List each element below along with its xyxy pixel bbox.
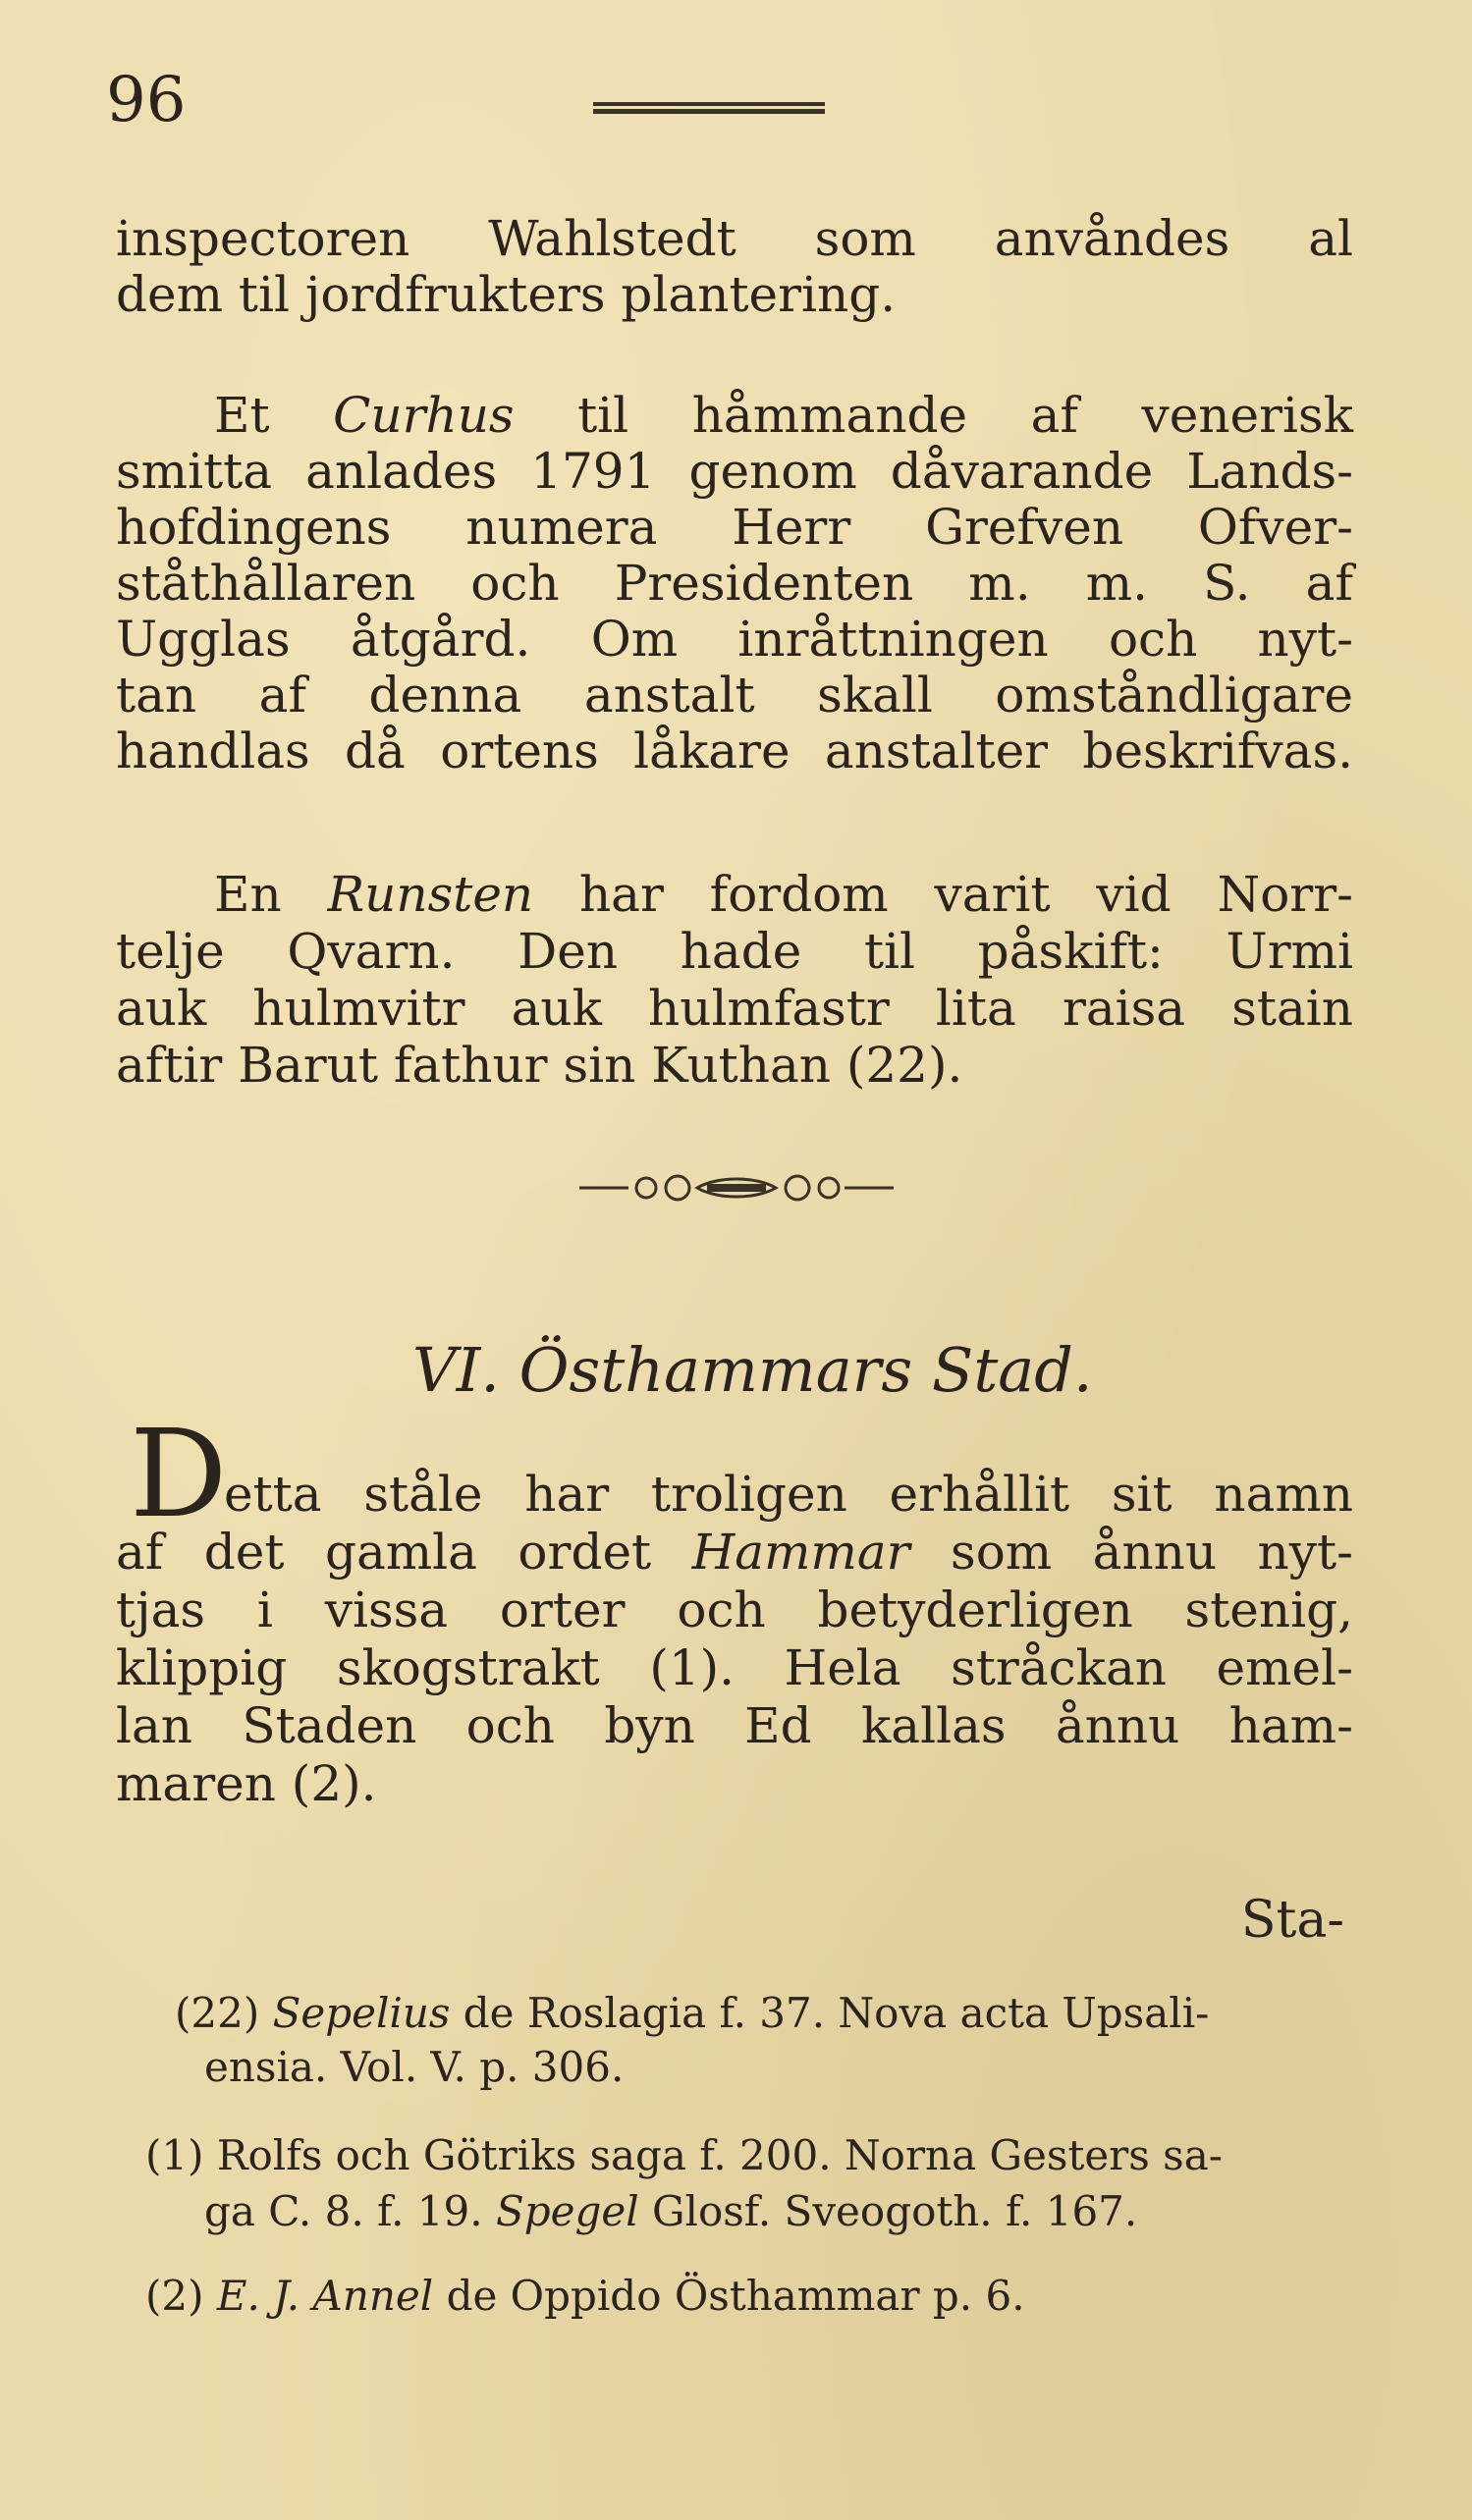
footnote-22-cont: ensia. Vol. V. p. 306. [204,2043,625,2091]
text-line: tjas i vissa orter och betyderligen stenig, [116,1582,1353,1638]
catchword: Sta- [1240,1891,1344,1950]
footnote-22: (22) Sepelius de Roslagia f. 37. Nova acta Upsali- [175,1989,1210,2037]
text-line: auk hulmvitr auk hulmfastr lita raisa stain [116,980,1353,1037]
text-line: telje Qvarn. Den hade til påskift: Urmi [116,923,1353,980]
italic-term: Runsten [327,866,534,923]
text-line: lan Staden och byn Ed kallas ånnu ham- [116,1697,1353,1754]
text-line: hofdingens numera Herr Grefven Ofver- [116,499,1353,556]
text-line: etta ståle har troligen erhållit sit namn [224,1466,1353,1523]
footnote-2: (2) E. J. Annel de Oppido Östhammar p. 6. [145,2272,1025,2320]
section-heading: VI. Östhammars Stad. [412,1334,1093,1406]
italic-term: Hammar [691,1524,910,1581]
text-line: Ugglas åtgård. Om inråttningen och nyt- [116,611,1353,668]
italic-term: Curhus [333,387,515,444]
text-line: tan af denna anstalt skall omståndligare [116,667,1353,724]
text-line: En Runsten har fordom varit vid Norr- [214,866,1353,923]
text-line: smitta anlades 1791 genom dåvarande Lands- [116,443,1353,500]
text-line: af det gamla ordet Hammar som ånnu nyt- [116,1524,1353,1581]
page-number: 96 [106,64,187,136]
ornament-divider [570,1168,903,1207]
text-line: klippig skogstrakt (1). Hela stråckan emel- [116,1639,1353,1696]
text-line: inspectoren Wahlstedt som anvåndes al [116,210,1353,267]
footnote-1: (1) Rolfs och Götriks saga f. 200. Norna Gesters sa- [145,2131,1223,2179]
footnote-1-cont: ga C. 8. f. 19. Spegel Glosf. Sveogoth. f. 167. [204,2187,1138,2235]
text-line: ståthållaren och Presidenten m. m. S. af [116,555,1353,612]
text-line: maren (2). [116,1755,377,1812]
text-line: dem til jordfrukters plantering. [116,266,897,323]
text-line: handlas då ortens låkare anstalter beskrifvas. [116,723,1353,779]
header-rule [593,102,825,116]
text-line: aftir Barut fathur sin Kuthan (22). [116,1037,963,1094]
drop-cap: D [130,1404,228,1545]
text-line: Et Curhus til håmmande af venerisk [214,387,1353,444]
